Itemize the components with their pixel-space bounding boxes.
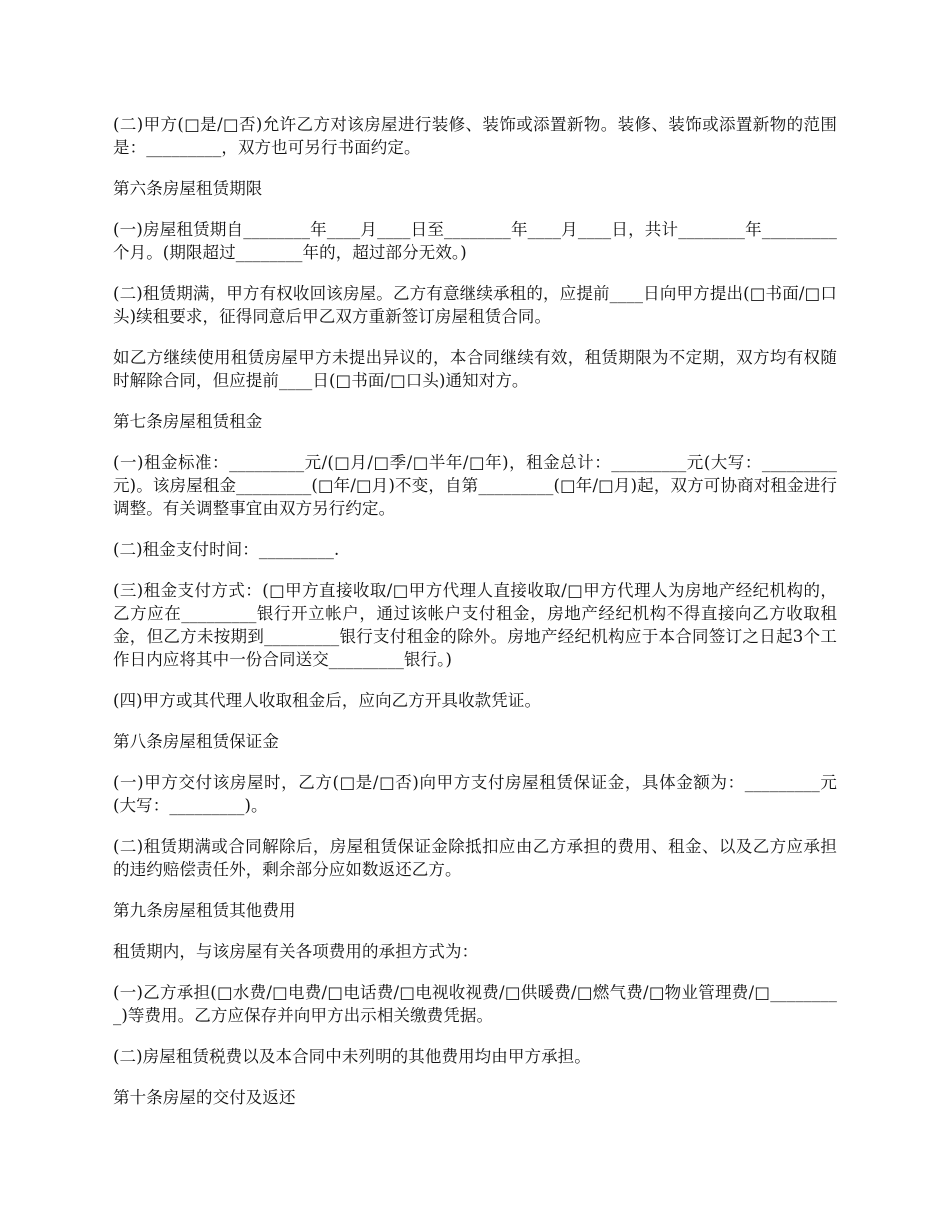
clause-8-1-deposit: (一)甲方交付该房屋时，乙方(□是/□否)向甲方支付房屋租赁保证金，具体金额为：_________元(大写：_________)。 (113, 773, 837, 815)
clause-7-4-receipt: (四)甲方或其代理人收取租金后，应向乙方开具收款凭证。 (113, 691, 542, 710)
document-body (113, 113, 837, 1127)
clause-6-1-lease-term: (一)房屋租赁期自________年____月____日至________年____月____日，共计________年_________个月。(期限超过________年的，超过部分无效。) (113, 220, 837, 262)
clause-8-2-deposit-return: (二)租赁期满或合同解除后，房屋租赁保证金除抵扣应由乙方承担的费用、租金、以及乙方应承担的违约赔偿责任外，剩余部分应如数返还乙方。 (113, 837, 837, 879)
article-9-heading: 第九条房屋租赁其他费用 (113, 901, 296, 920)
article-6-heading: 第六条房屋租赁期限 (113, 179, 263, 198)
clause-6-2-renewal: (二)租赁期满，甲方有权收回该房屋。乙方有意继续承租的，应提前____日向甲方提出(□书面/□口头)续租要求，征得同意后甲乙双方重新签订房屋租赁合同。 (113, 284, 837, 326)
clause-9-intro: 租赁期内，与该房屋有关各项费用的承担方式为： (113, 942, 479, 961)
clause-7-2-payment-time: (二)租金支付时间：_________. (113, 540, 340, 559)
clause-5-2-renovation: (二)甲方(□是/□否)允许乙方对该房屋进行装修、装饰或添置新物。装修、装饰或添置新物的范围是：_________，双方也可另行书面约定。 (113, 115, 837, 157)
article-10-heading: 第十条房屋的交付及返还 (113, 1088, 296, 1107)
article-8-heading: 第八条房屋租赁保证金 (113, 732, 279, 751)
clause-7-1-rent-standard: (一)租金标准：_________元/(□月/□季/□半年/□年)，租金总计：_________元(大写：_________元)。该房屋租金_________(□年/□月)不变，自第_________(□年/□月)起，双方可协商对租金进行调整。有关调整事宜由双方另行约定。 (113, 453, 837, 518)
clause-9-1-tenant-fees: (一)乙方承担(□水费/□电费/□电话费/□电视收视费/□供暖费/□燃气费/□物业管理费/□_________)等费用。乙方应保存并向甲方出示相关缴费凭据。 (113, 983, 837, 1025)
clause-6-indefinite-term: 如乙方继续使用租赁房屋甲方未提出异议的，本合同继续有效，租赁期限为不定期，双方均有权随时解除合同，但应提前____日(□书面/□口头)通知对方。 (113, 348, 837, 390)
clause-7-3-payment-method: (三)租金支付方式：(□甲方直接收取/□甲方代理人直接收取/□甲方代理人为房地产经纪机构的，乙方应在_________银行开立帐户，通过该帐户支付租金，房地产经纪机构不得直接向乙方收取租金，但乙方未按期到_________银行支付租金的除外。房地产经纪机构应于本合同签订之日起3个工作日内应将其中一份合同送交_________银行。) (113, 581, 837, 669)
clause-9-2-landlord-fees: (二)房屋租赁税费以及本合同中未列明的其他费用均由甲方承担。 (113, 1047, 591, 1066)
article-7-heading: 第七条房屋租赁租金 (113, 412, 263, 431)
